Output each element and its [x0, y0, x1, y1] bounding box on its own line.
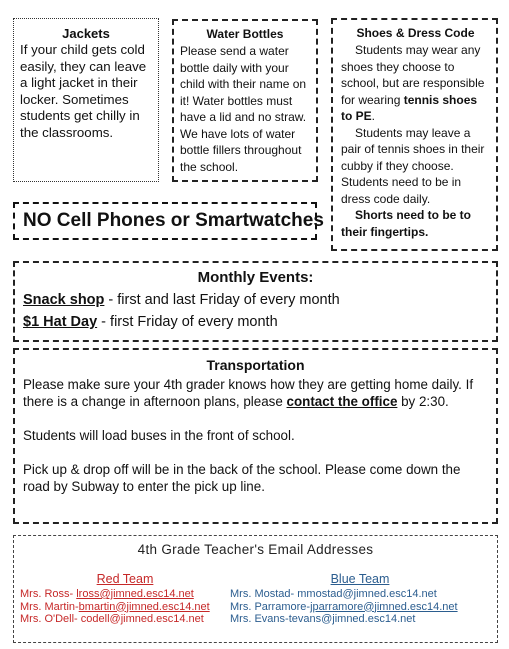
red-team-heading: Red Team [96, 572, 154, 586]
shoes-dress-code-box [331, 18, 498, 251]
teacher-name: Mrs. Mostad- [230, 588, 295, 600]
shoes-title: Shoes & Dress Code [356, 26, 475, 40]
teacher-name: Mrs. Parramore- [230, 600, 311, 613]
water-bottles-title: Water Bottles [206, 27, 284, 41]
transportation-title: Transportation [206, 357, 305, 373]
transport-paragraph-2: Students will load buses in the front of school. [23, 428, 295, 443]
jackets-text: If your child gets cold easily, they can leave a light jacket in their locker. Sometimes students get chilly in the classrooms. [20, 42, 147, 140]
shoes-paragraph-3 [341, 207, 490, 240]
email-link[interactable]: tevans@jimned.esc14.net [288, 613, 416, 625]
jackets-title: Jackets [62, 26, 110, 41]
no-phones-box [13, 202, 324, 240]
shorts-rule: Shorts need to be to their fingertips. [341, 208, 472, 239]
email-link[interactable]: mmostad@jimned.esc14.net [297, 588, 437, 600]
email-link[interactable]: codell@jimned.esc14.net [80, 613, 204, 625]
teacher-email-entry [230, 588, 490, 601]
teacher-name: Mrs. Evans- [230, 613, 289, 625]
blue-team-heading: Blue Team [330, 572, 390, 586]
email-link[interactable]: jparramore@jimned.esc14.net [310, 600, 458, 613]
teacher-name: Mrs. Ross- [20, 588, 74, 600]
water-bottles-text: Please send a water bottle daily with your child with their name on it! Water bottles must have a lid and no straw. We have lots of water bottle fillers throughout the school. [180, 44, 307, 174]
no-phones-text: NO Cell Phones or Smartwatches [23, 210, 324, 231]
transport-paragraph-3: Pick up & drop off will be in the back of the school. Please come down the road by Subway to enter the pick up line. [23, 462, 461, 494]
event-detail: - first and last Friday of every month [104, 292, 340, 308]
monthly-events-title: Monthly Events: [197, 269, 314, 286]
teacher-email-entry [20, 588, 230, 601]
shoes-p1-text: Students may wear any shoes they choose to school, but are responsible for wearing [341, 43, 485, 107]
shoes-paragraph-2: Students may leave a pair of tennis shoes in their cubby if they choose. Students need to be in dress code daily. [341, 125, 485, 206]
monthly-events-box [13, 261, 498, 342]
shoes-paragraph-1 [341, 42, 490, 125]
water-bottles-box [172, 19, 318, 182]
contact-office-link[interactable]: contact the office [286, 394, 398, 409]
transport-p1-text: Please make sure your 4th grader knows how they are getting home daily. If there is a change in afternoon plans, please [23, 377, 474, 409]
transport-p1-end: by 2:30. [397, 394, 449, 409]
blue-team-column [230, 572, 490, 626]
spacer [23, 444, 488, 461]
event-item [23, 311, 488, 333]
event-item [23, 289, 488, 311]
teacher-email-entry [20, 613, 230, 626]
teacher-emails-box [13, 535, 498, 643]
teacher-email-entry [20, 601, 230, 614]
email-link[interactable]: bmartin@jimned.esc14.net [78, 600, 210, 613]
shoes-p1-end: . [371, 109, 376, 123]
event-detail: - first Friday of every month [97, 314, 278, 330]
event-name: $1 Hat Day [23, 314, 98, 330]
emails-title: 4th Grade Teacher's Email Addresses [137, 542, 374, 557]
teacher-email-entry [230, 601, 490, 614]
tennis-shoes-emphasis: tennis shoes to PE [341, 92, 478, 123]
teacher-email-entry [230, 613, 490, 626]
teacher-name: Mrs. O'Dell- [20, 613, 78, 625]
teacher-name: Mrs. Martin- [20, 600, 79, 613]
spacer [23, 410, 488, 427]
event-name: Snack shop [23, 292, 105, 308]
transport-paragraph-1 [23, 376, 488, 410]
email-link[interactable]: lross@jimned.esc14.net [76, 588, 194, 600]
transportation-box [13, 348, 498, 524]
red-team-column [20, 572, 230, 626]
jackets-box [13, 18, 159, 182]
